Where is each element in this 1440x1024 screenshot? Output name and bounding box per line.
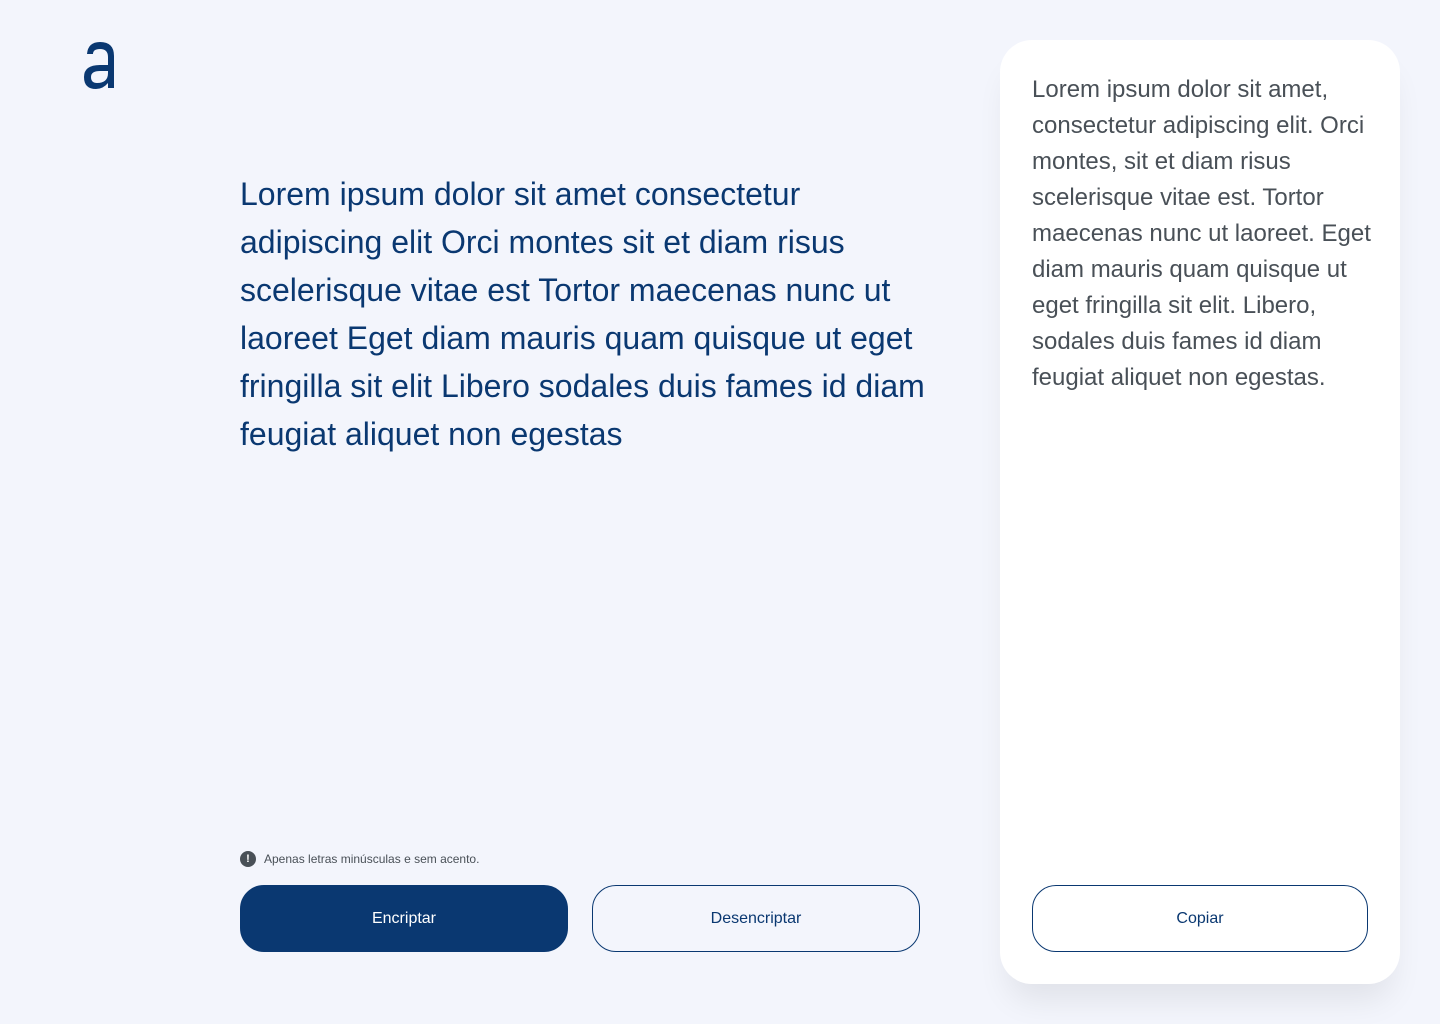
decrypt-button[interactable]: Desencriptar — [592, 885, 920, 952]
output-panel — [1000, 40, 1400, 984]
copy-button[interactable]: Copiar — [1032, 885, 1368, 952]
hint-text: Apenas letras minúsculas e sem acento. — [264, 852, 480, 866]
input-hint — [240, 851, 479, 867]
exclamation-circle-icon: ! — [240, 851, 256, 867]
output-text: Lorem ipsum dolor sit amet, consectetur adipiscing elit. Orci montes, sit et diam risus scelerisque vitae est. Tortor maecenas nunc ut laoreet. Eget diam mauris quam quisque ut eget fringilla sit elit. Libero, sodales duis fames id diam feugiat aliquet non egestas. — [1032, 76, 1371, 391]
text-input[interactable] — [240, 170, 930, 810]
alura-logo-icon — [82, 40, 118, 90]
encrypt-button[interactable]: Encriptar — [240, 885, 568, 952]
